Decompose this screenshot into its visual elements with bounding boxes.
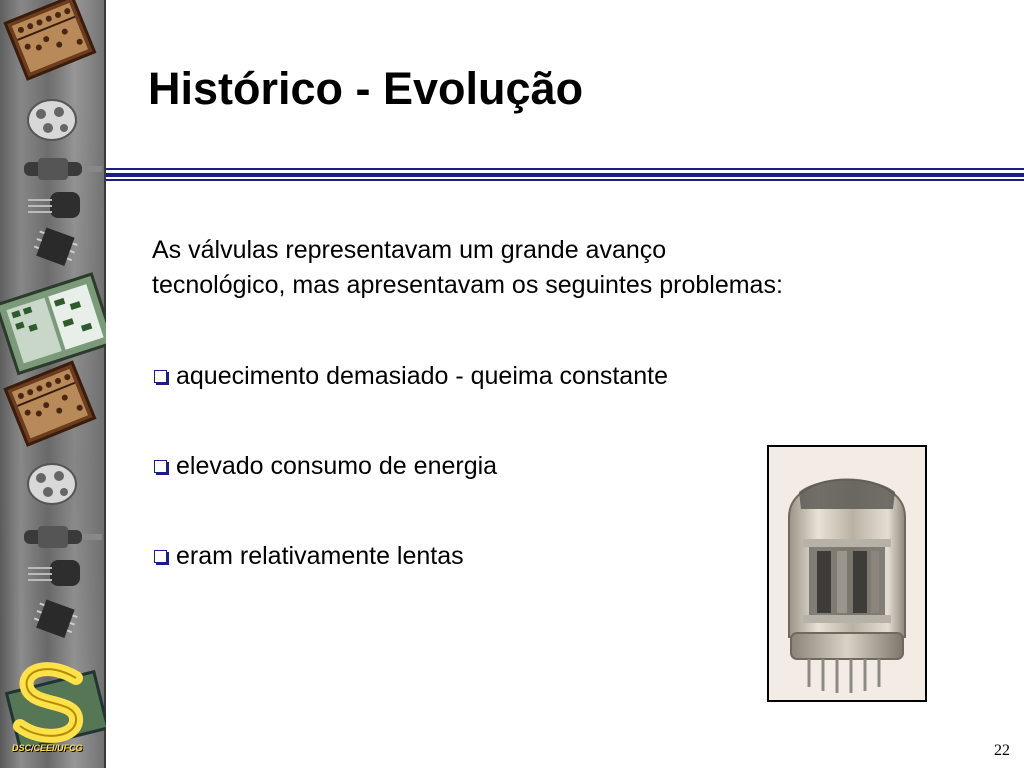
title-underline xyxy=(106,168,1024,182)
vacuum-tube-icon xyxy=(24,526,102,548)
footer-label: DSC/CEEI/UFCG xyxy=(12,743,83,753)
slide-title: Histórico - Evolução xyxy=(148,63,584,114)
intro-paragraph xyxy=(152,233,972,303)
sidebar-artwork xyxy=(0,0,106,768)
vacuum-tube-image xyxy=(769,447,925,700)
bullet-text: eram relativamente lentas xyxy=(176,542,464,570)
abacus-icon xyxy=(5,0,94,79)
transistor-icon xyxy=(28,192,80,218)
punch-card-icon xyxy=(28,464,76,504)
intro-line-1: As válvulas representavam um grande avanço xyxy=(152,236,667,264)
transistor-icon xyxy=(28,560,80,586)
logo-icon xyxy=(7,669,106,750)
bullet-item xyxy=(152,540,464,572)
chip-icon xyxy=(31,226,79,268)
checkbox-bullet-icon xyxy=(154,370,167,383)
punch-card-icon xyxy=(28,100,76,140)
bullet-text: elevado consumo de energia xyxy=(176,452,498,480)
vacuum-tube-icon xyxy=(24,158,102,180)
vacuum-tube-photo xyxy=(767,445,927,702)
bullet-item xyxy=(152,360,668,392)
circuit-board-icon xyxy=(0,274,106,373)
checkbox-bullet-icon xyxy=(154,550,167,563)
intro-line-2: tecnológico, mas apresentavam os seguintes problemas: xyxy=(152,271,783,299)
checkbox-bullet-icon xyxy=(154,460,167,473)
page-number: 22 xyxy=(994,742,1010,759)
chip-icon xyxy=(31,598,79,640)
decorative-sidebar xyxy=(0,0,106,768)
bullet-text: aquecimento demasiado - queima constante xyxy=(176,362,668,390)
bullet-item xyxy=(152,450,497,482)
